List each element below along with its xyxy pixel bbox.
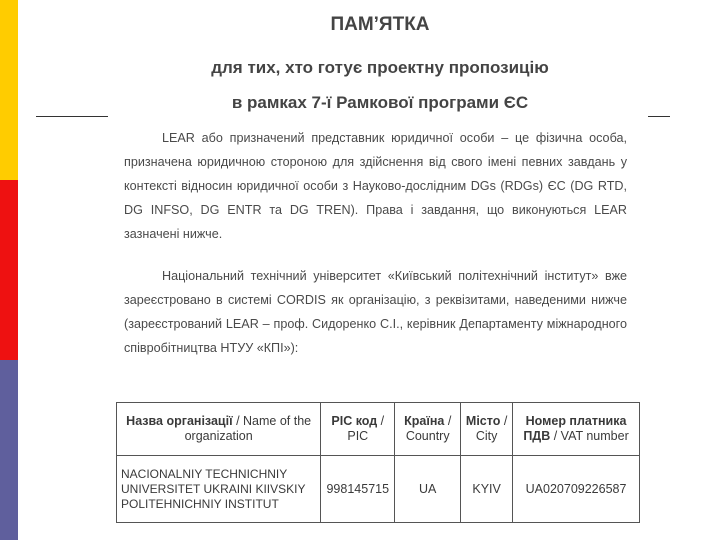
header-city: [461, 403, 513, 456]
document-subtitle-line1: для тих, хто готує проектну пропозицію: [211, 58, 549, 77]
divider-left: [36, 116, 108, 117]
header-country: [395, 403, 461, 456]
cell-city: KYIV: [461, 456, 513, 523]
header-city-bold: Місто: [465, 414, 501, 428]
header-vat: [513, 403, 640, 456]
cell-vat: UA020709226587: [513, 456, 640, 523]
header-org-name: [117, 403, 321, 456]
decorative-band-purple: [0, 360, 18, 540]
header-vat-rest: / VAT number: [550, 429, 629, 443]
header-pic-bold: PIC код: [331, 414, 378, 428]
cell-country: UA: [395, 456, 461, 523]
header-org-name-rest: / Name of the organization: [184, 414, 312, 443]
divider-right: [648, 116, 670, 117]
header-pic: [321, 403, 395, 456]
cell-org-name: NACIONALNIY TECHNICHNIY UNIVERSITET UKRAINI KIIVSKIY POLITEHNICHNIY INSTITUT: [117, 456, 321, 523]
decorative-band-red: [0, 180, 18, 360]
table-row: [117, 456, 640, 523]
header-city-rest: / City: [475, 414, 508, 443]
header-pic-rest: / PIC: [347, 414, 385, 443]
header-country-bold: Країна: [404, 414, 445, 428]
header-org-name-bold: Назва організації: [126, 414, 233, 428]
table-header-row: [117, 403, 640, 456]
paragraph-lear: LEAR або призначений представник юридичної особи – це фізична особа, призначена юридичною стороною для здійснення від свого імені певних завдань у контексті відносин юридичної особи з Науково-дослідним DGs (RDGs) ЄС (DG RTD, DG INFSO, DG ENTR та DG TREN). Права і завдання, що виконуються LEAR зазначені нижче.: [124, 131, 627, 241]
document-title: ПАМ’ЯТКА: [330, 14, 430, 35]
cell-pic: 998145715: [321, 456, 395, 523]
header-vat-bold: Номер платника ПДВ: [523, 414, 627, 443]
organization-table: [116, 402, 640, 523]
paragraph-registration: Національний технічний університет «Київський політехнічний інститут» вже зареєстровано в системі CORDIS як організацію, з реквізитами, наведеними нижче (зареєстрований LEAR – проф. Сидоренко С.І., керівник Департаменту міжнародного співробітництва НТУУ «КПІ»):: [124, 269, 627, 355]
document-subtitle-line2: в рамках 7-ї Рамкової програми ЄС: [231, 93, 529, 112]
decorative-band-yellow: [0, 0, 18, 180]
header-country-rest: / Country: [405, 414, 452, 443]
